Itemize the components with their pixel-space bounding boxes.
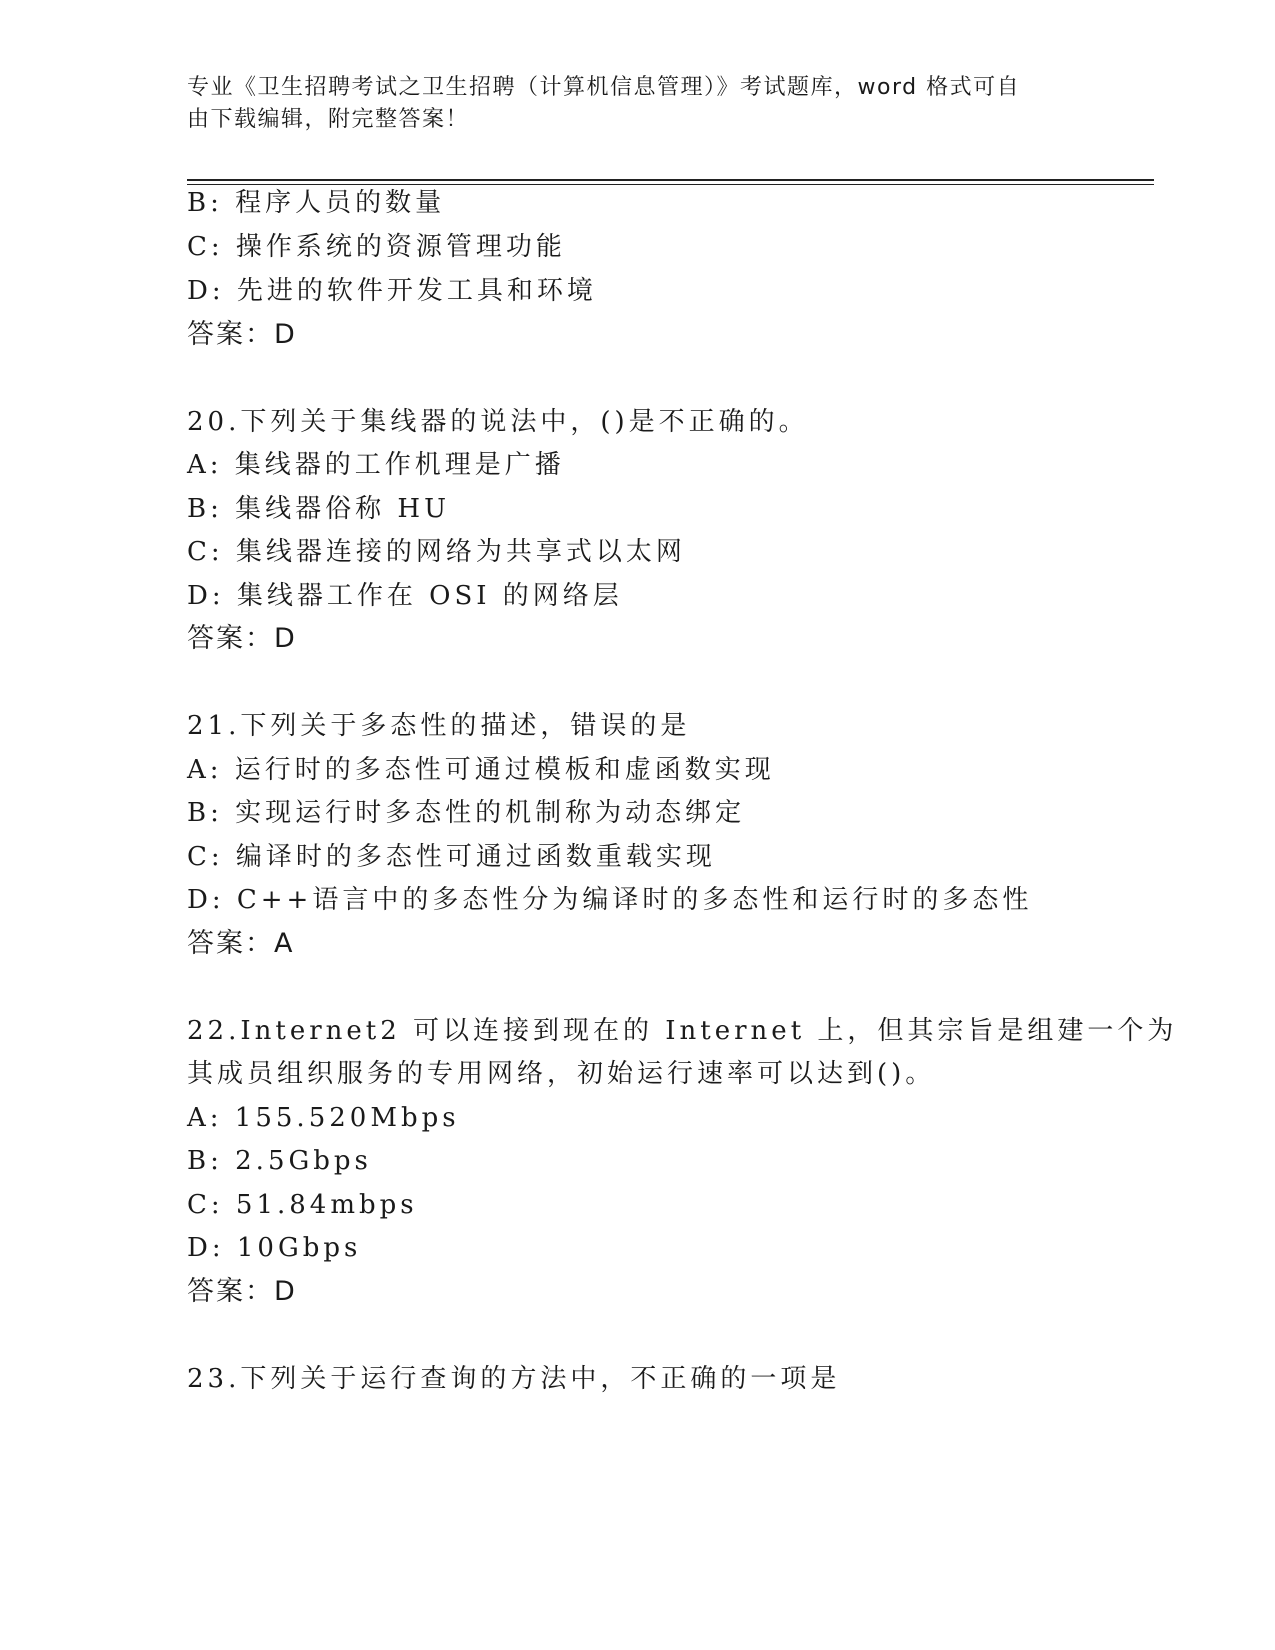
q22-option-d: D: 10Gbps (187, 1233, 362, 1263)
q22-stem-line-1: 22.Internet2 可以连接到现在的 Internet 上，但其宗旨是组建一个为 (187, 1016, 1178, 1046)
q19-option-b: B: 程序人员的数量 (187, 188, 446, 218)
q22-option-a: A: 155.520Mbps (187, 1103, 460, 1133)
q23-stem: 23.下列关于运行查询的方法中，不正确的一项是 (187, 1364, 841, 1394)
document-header (187, 72, 1087, 136)
q21-option-a: A: 运行时的多态性可通过模板和虚函数实现 (187, 755, 775, 785)
q22-option-c: C: 51.84mbps (187, 1190, 418, 1220)
q20-stem: 20.下列关于集线器的说法中，()是不正确的。 (187, 407, 809, 437)
q20-option-d: D: 集线器工作在 OSI 的网络层 (187, 581, 623, 611)
header-line-1: 专业《卫生招聘考试之卫生招聘（计算机信息管理）》考试题库，word 格式可自 (187, 75, 1021, 100)
q21-option-c: C: 编译时的多态性可通过函数重载实现 (187, 842, 716, 872)
q21-option-d: D: C++语言中的多态性分为编译时的多态性和运行时的多态性 (187, 885, 1033, 915)
q21-option-b: B: 实现运行时多态性的机制称为动态绑定 (187, 798, 746, 828)
q20-option-a: A: 集线器的工作机理是广播 (187, 450, 565, 480)
q21-answer: 答案：A (187, 928, 295, 959)
header-divider-thin (187, 184, 1154, 185)
q22-option-b: B: 2.5Gbps (187, 1146, 372, 1176)
q20-option-c: C: 集线器连接的网络为共享式以太网 (187, 537, 686, 567)
q20-option-b: B: 集线器俗称 HU (187, 494, 450, 524)
q21-stem: 21.下列关于多态性的描述，错误的是 (187, 711, 691, 741)
q22-answer: 答案：D (187, 1276, 297, 1307)
q22-stem-line-2: 其成员组织服务的专用网络，初始运行速率可以达到()。 (187, 1059, 936, 1089)
q20-answer: 答案：D (187, 623, 297, 654)
header-line-2: 由下载编辑，附完整答案！ (187, 107, 470, 132)
header-divider-thick (187, 179, 1154, 181)
q19-option-c: C: 操作系统的资源管理功能 (187, 232, 566, 262)
q19-answer: 答案：D (187, 319, 297, 350)
q19-option-d: D: 先进的软件开发工具和环境 (187, 276, 597, 306)
